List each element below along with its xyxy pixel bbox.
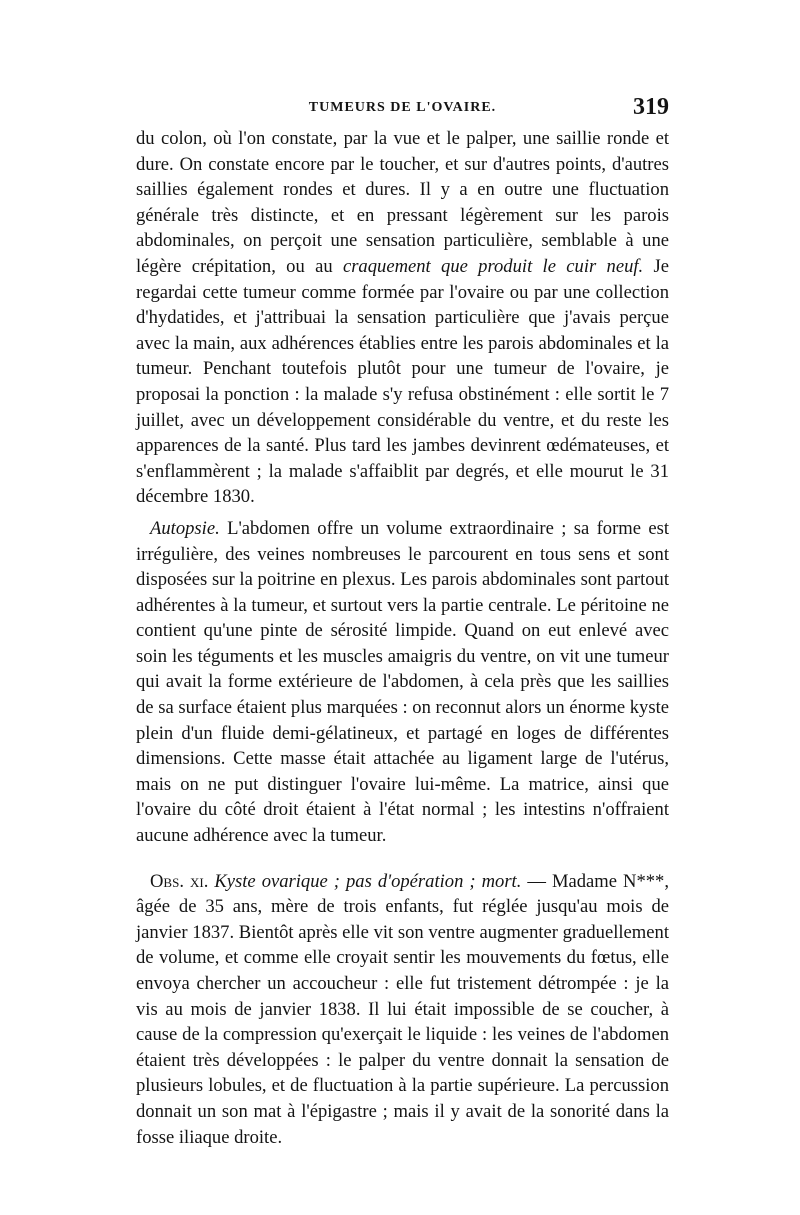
paragraph-text: du colon, où l'on constate, par la vue et le palper, une saillie ronde et dure. On constate encore par le toucher, et sur d'autres points, d'autres saillies également rondes et dures. Il y a en outre une fluctuation générale très distincte, et en pressant légèrement sur les parois abdominales, on perçoit une sensation particulière, semblable à une légère crépitation, ou au [136,128,669,277]
italic-phrase: craquement que produit le cuir neuf. [342,255,644,277]
paragraph-text: L'abdomen offre un volume extraordinaire ; sa forme est irrégulière, des veines nombreuses le parcourent en tous sens et sont disposées sur la poitrine en plexus. Les parois abdominales sont partout adhérentes à la tumeur, et surtout vers la partie centrale. Le péritoine ne contient qu'une pinte de sérosité limpide. Quand on eut enlevé avec soin les téguments et les muscles amaigris du ventre, on vit une tumeur qui avait la forme extérieure de l'abdomen, à cela près que les saillies de sa surface étaient plus marquées : on reconnut alors un énorme kyste plein d'un fluide demi-gélatineux, et partagé en loges de différentes dimensions. Cette masse était attachée au ligament large de l'utérus, mais on ne put distinguer l'ovaire lui-même. La matrice, ainsi que l'ovaire du côté droit étaient à l'état normal ; les intestins n'offraient aucune adhérence avec la tumeur. [136,517,669,847]
observation-label: Obs. xi. [150,870,209,892]
paragraph-text: — Madame N***, âgée de 35 ans, mère de trois enfants, fut réglée jusqu'au mois de janvier 1837. Bientôt après elle vit son ventre augmenter graduellement de volume, et comme elle croyait sentir les mouvements du fœtus, elle envoya chercher un accoucheur : elle fut tristement détrompée : je la vis au mois de janvier 1838. Il lui était impossible de se coucher, à cause de la compression qu'exerçait le liquide : les veines de l'abdomen étaient très développées : le palper du ventre donnait la sensation de plusieurs lobules, et de fluctuation à la partie supérieure. La percussion donnait un son mat à l'épigastre ; mais il y avait de la sonorité dans la fosse iliaque droite. [136,870,669,1148]
paragraph-observation-xi [136,869,669,1151]
paragraph-text: Je regardai cette tumeur comme formée par l'ovaire ou par une collection d'hydatides, et j'attribuai la sensation particulière que j'avais perçue avec la main, aux adhérences établies entre les parois abdominales et la tumeur. Penchant toutefois plutôt pour une tumeur de l'ovaire, je proposai la ponction : la malade s'y refusa obstinément : elle sortit le 7 juillet, avec un développement considérable du ventre, et du reste les apparences de la santé. Plus tard les jambes devinrent œdémateuses, et s'enflammèrent ; la malade s'affaiblit par degrés, et elle mourut le 31 décembre 1830. [136,255,669,508]
running-title: TUMEURS DE L'OVAIRE. [308,100,497,115]
paragraph-autopsy [136,516,669,849]
autopsy-heading: Autopsie. [150,517,220,539]
page-header [136,94,669,128]
page-body [136,126,669,1150]
paragraph-case-description [136,126,669,510]
observation-title: Kyste ovarique ; pas d'opération ; mort. [214,870,522,892]
page-number: 319 [633,94,669,120]
